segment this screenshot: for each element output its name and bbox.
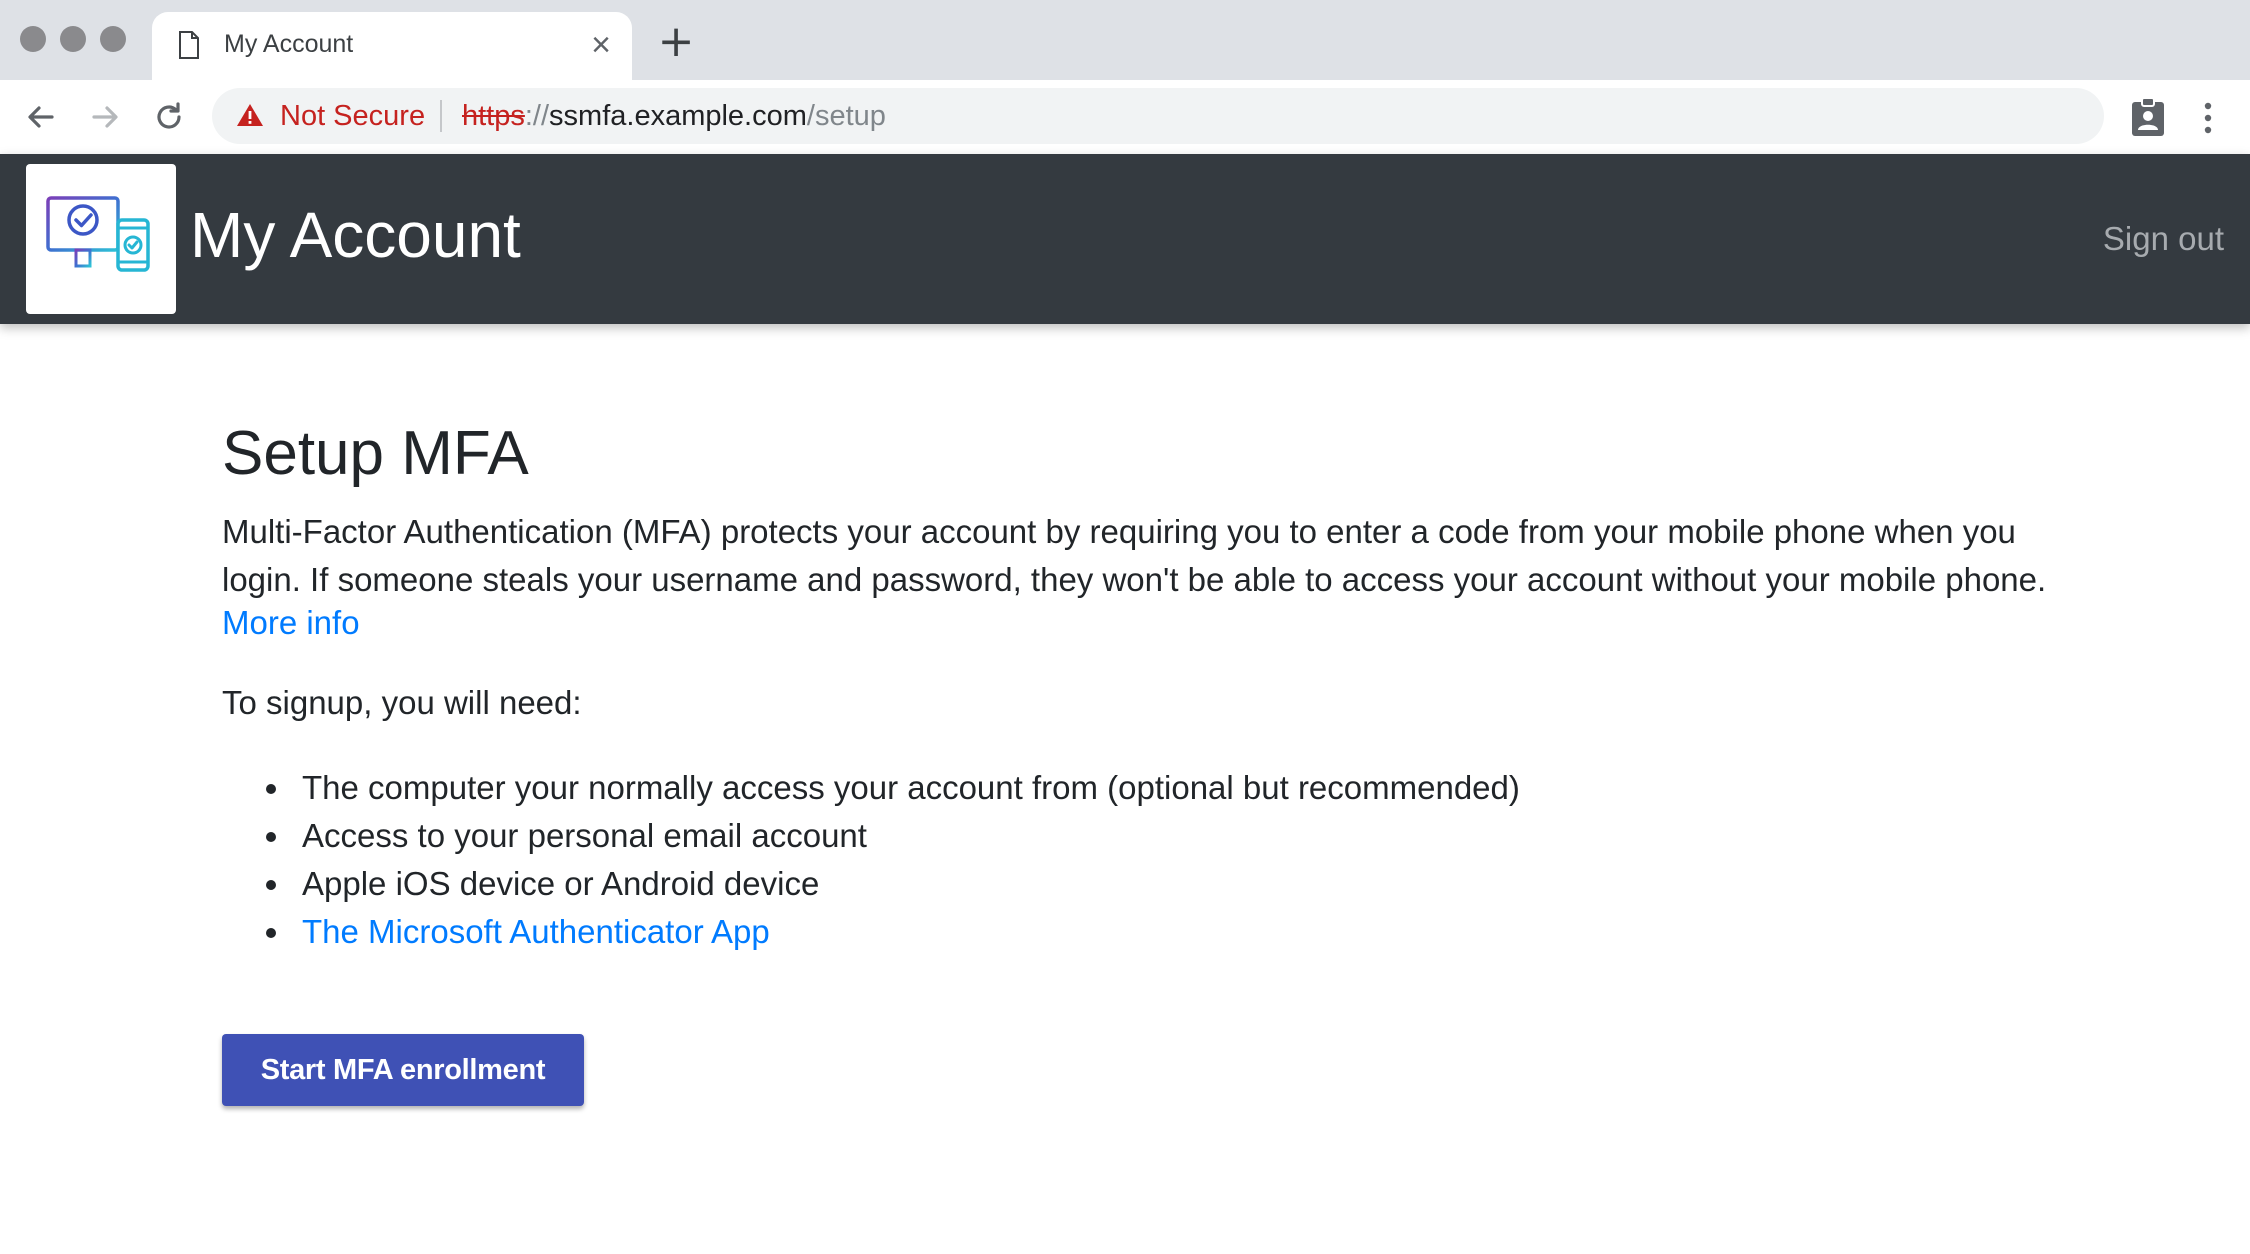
warning-triangle-icon <box>236 102 264 128</box>
browser-tab-strip <box>0 0 2250 80</box>
start-mfa-enrollment-button[interactable]: Start MFA enrollment <box>222 1034 584 1106</box>
requirement-text: The computer your normally access your account from (optional but recommended) <box>302 769 1520 806</box>
bullet-icon <box>266 928 276 938</box>
window-zoom-button[interactable] <box>100 26 126 52</box>
requirements-heading: To signup, you will need: <box>222 684 582 721</box>
bullet-icon <box>266 832 276 842</box>
page-title: Setup MFA <box>222 419 529 488</box>
profile-badge-icon[interactable] <box>2128 96 2168 138</box>
browser-toolbar <box>0 80 2250 155</box>
tab-title: My Account <box>224 30 354 58</box>
new-tab-button[interactable]: + <box>657 16 695 67</box>
reload-icon[interactable] <box>148 96 190 138</box>
window-close-button[interactable] <box>20 26 46 52</box>
window-minimize-button[interactable] <box>60 26 86 52</box>
requirement-text: Apple iOS device or Android device <box>302 865 820 902</box>
bullet-icon <box>266 880 276 890</box>
sign-out-link[interactable]: Sign out <box>2102 220 2224 257</box>
list-item <box>222 860 1520 908</box>
browser-tab[interactable] <box>152 12 632 80</box>
requirement-text: Access to your personal email account <box>302 817 867 854</box>
url-scheme: https <box>462 100 525 132</box>
requirements-list <box>222 764 1520 956</box>
list-item <box>222 908 1520 956</box>
back-arrow-icon[interactable] <box>20 96 62 138</box>
url-text[interactable] <box>462 100 886 133</box>
url-separator: :// <box>524 100 550 132</box>
list-item <box>222 764 1520 812</box>
list-item <box>222 812 1520 860</box>
intro-paragraph: Multi-Factor Authentication (MFA) protects your account by requiring you to enter a code from your mobile phone when you login. If someone steals your username and password, they won't be able to access your account without your mobile phone. <box>222 513 2047 598</box>
tab-close-icon[interactable]: × <box>591 26 611 64</box>
devices-check-logo-icon <box>42 194 160 284</box>
security-status-label[interactable]: Not Secure <box>280 100 426 132</box>
more-info-link[interactable]: More info <box>222 604 360 641</box>
url-host: ssmfa.example.com <box>549 100 807 132</box>
document-icon <box>178 31 200 59</box>
app-navbar <box>0 154 2250 324</box>
authenticator-app-link[interactable]: The Microsoft Authenticator App <box>302 913 770 950</box>
forward-arrow-icon[interactable] <box>84 96 126 138</box>
bullet-icon <box>266 784 276 794</box>
url-path: /setup <box>806 100 886 132</box>
address-bar-divider <box>440 100 442 132</box>
more-options-icon[interactable] <box>2196 98 2220 138</box>
navbar-brand-title[interactable]: My Account <box>190 199 521 271</box>
address-bar[interactable] <box>212 88 2104 144</box>
app-logo[interactable] <box>26 164 176 314</box>
